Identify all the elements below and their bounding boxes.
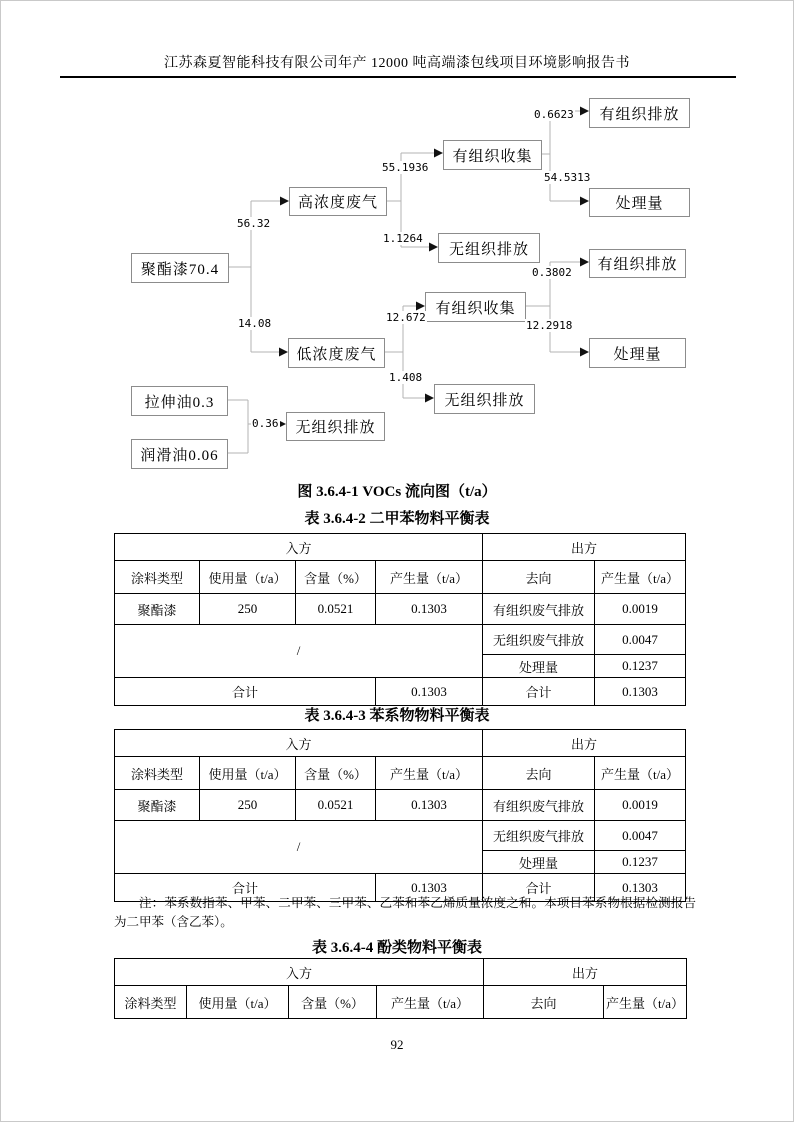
- col-header-material: 涂料类型: [115, 561, 200, 594]
- cell-dest-unorganized: 无组织废气排放: [483, 625, 595, 655]
- flow-node-organized-collection-1: 有组织收集: [443, 140, 542, 170]
- col-header-material: 涂料类型: [115, 757, 200, 790]
- cell-dest-treated: 处理量: [483, 851, 595, 874]
- col-header-destination: 去向: [483, 561, 595, 594]
- col-header-usage: 使用量（t/a）: [200, 561, 296, 594]
- col-header-produced-out: 产生量（t/a）: [595, 561, 686, 594]
- cell-material: 聚酯漆: [115, 594, 200, 625]
- cell-slash: /: [115, 625, 483, 678]
- col-header-produced: 产生量（t/a）: [376, 757, 483, 790]
- cell-val-unorganized: 0.0047: [595, 821, 686, 851]
- table-in-header: 入方: [115, 534, 483, 561]
- cell-val-organized: 0.0019: [595, 594, 686, 625]
- col-header-destination: 去向: [484, 986, 604, 1019]
- col-header-content: 含量（%）: [296, 757, 376, 790]
- flow-value-collect1-to-treat: 54.5313: [544, 171, 591, 184]
- cell-total-out-label: 合计: [483, 874, 595, 902]
- figure-caption: 图 3.6.4-1 VOCs 流向图（t/a）: [297, 484, 497, 500]
- flow-value-oils-to-unorganized: 0.36: [252, 417, 279, 430]
- flow-value-collect1-to-emit: 0.6623: [534, 108, 574, 121]
- flow-node-stretch-oil: 拉伸油0.3: [131, 386, 228, 416]
- table-xylene-caption: 表 3.6.4-2 二甲苯物料平衡表: [304, 511, 490, 527]
- cell-total-out-label: 合计: [483, 678, 595, 706]
- col-header-usage: 使用量（t/a）: [187, 986, 289, 1019]
- vocs-flow-diagram: [1, 1, 794, 476]
- cell-val-organized: 0.0019: [595, 790, 686, 821]
- table-phenol-balance: [114, 958, 687, 1019]
- cell-total-out-value: 0.1303: [595, 678, 686, 706]
- col-header-content: 含量（%）: [289, 986, 377, 1019]
- cell-dest-treated: 处理量: [483, 655, 595, 678]
- flow-value-low-to-collect: 12.672: [386, 311, 426, 324]
- table-out-header: 出方: [483, 730, 686, 757]
- flow-value-collect2-to-emit: 0.3802: [532, 266, 572, 279]
- table-in-header: 入方: [115, 959, 484, 986]
- benzene-note: 注：苯系数指苯、甲苯、二甲苯、三甲苯、乙苯和苯乙烯质量浓度之和。本项目苯系物根据检测报告为二甲苯（含乙苯）。: [114, 896, 696, 929]
- col-header-produced: 产生量（t/a）: [377, 986, 484, 1019]
- flow-node-organized-collection-2: 有组织收集: [425, 292, 526, 322]
- table-out-header: 出方: [483, 534, 686, 561]
- flow-value-collect2-to-treat: 12.2918: [526, 319, 573, 332]
- flow-value-high-to-collect: 55.1936: [382, 161, 429, 174]
- cell-total-in-label: 合计: [115, 874, 376, 902]
- col-header-content: 含量（%）: [296, 561, 376, 594]
- flow-node-polyester-paint: 聚酯漆70.4: [131, 253, 229, 283]
- cell-val-treated: 0.1237: [595, 655, 686, 678]
- cell-material: 聚酯漆: [115, 790, 200, 821]
- cell-total-in-value: 0.1303: [376, 874, 483, 902]
- cell-dest-organized: 有组织废气排放: [483, 594, 595, 625]
- table-in-header: 入方: [115, 730, 483, 757]
- cell-dest-unorganized: 无组织废气排放: [483, 821, 595, 851]
- flow-node-lube-oil: 润滑油0.06: [131, 439, 228, 469]
- cell-content: 0.0521: [296, 790, 376, 821]
- table-benzene-caption: 表 3.6.4-3 苯系物物料平衡表: [304, 708, 490, 724]
- col-header-material: 涂料类型: [115, 986, 187, 1019]
- cell-usage: 250: [200, 594, 296, 625]
- flow-value-low-to-unorganized: 1.408: [389, 371, 423, 384]
- flow-value-to-low: 14.08: [238, 317, 272, 330]
- flow-value-to-high: 56.32: [237, 217, 271, 230]
- col-header-produced: 产生量（t/a）: [376, 561, 483, 594]
- table-phenol-caption: 表 3.6.4-4 酚类物料平衡表: [312, 940, 482, 956]
- cell-produced: 0.1303: [376, 790, 483, 821]
- flow-node-organized-emission-2: 有组织排放: [589, 249, 686, 278]
- page-number: 92: [390, 1037, 404, 1052]
- flow-node-treated-amount-2: 处理量: [589, 338, 686, 368]
- cell-produced: 0.1303: [376, 594, 483, 625]
- cell-dest-organized: 有组织废气排放: [483, 790, 595, 821]
- flow-node-low-concentration-gas: 低浓度废气: [288, 338, 385, 368]
- col-header-produced-out: 产生量（t/a）: [595, 757, 686, 790]
- flow-value-high-to-unorganized: 1.1264: [383, 232, 423, 245]
- col-header-usage: 使用量（t/a）: [200, 757, 296, 790]
- table-xylene-balance: [114, 533, 686, 706]
- cell-total-out-value: 0.1303: [595, 874, 686, 902]
- cell-val-treated: 0.1237: [595, 851, 686, 874]
- cell-content: 0.0521: [296, 594, 376, 625]
- cell-total-in-value: 0.1303: [376, 678, 483, 706]
- table-out-header: 出方: [484, 959, 687, 986]
- flow-node-unorganized-emission-2: 无组织排放: [434, 384, 535, 414]
- col-header-destination: 去向: [483, 757, 595, 790]
- flow-node-high-concentration-gas: 高浓度废气: [289, 187, 387, 216]
- table-benzene-balance: [114, 729, 686, 902]
- cell-val-unorganized: 0.0047: [595, 625, 686, 655]
- col-header-produced-out: 产生量（t/a）: [604, 986, 687, 1019]
- cell-usage: 250: [200, 790, 296, 821]
- page-header-title: 江苏森夏智能科技有限公司年产 12000 吨高端漆包线项目环境影响报告书: [164, 56, 630, 71]
- cell-slash: /: [115, 821, 483, 874]
- flow-node-unorganized-emission-3: 无组织排放: [286, 412, 385, 441]
- flow-node-organized-emission-1: 有组织排放: [589, 98, 690, 128]
- flow-node-treated-amount-1: 处理量: [589, 188, 690, 217]
- flow-node-unorganized-emission-1: 无组织排放: [438, 233, 540, 263]
- cell-total-in-label: 合计: [115, 678, 376, 706]
